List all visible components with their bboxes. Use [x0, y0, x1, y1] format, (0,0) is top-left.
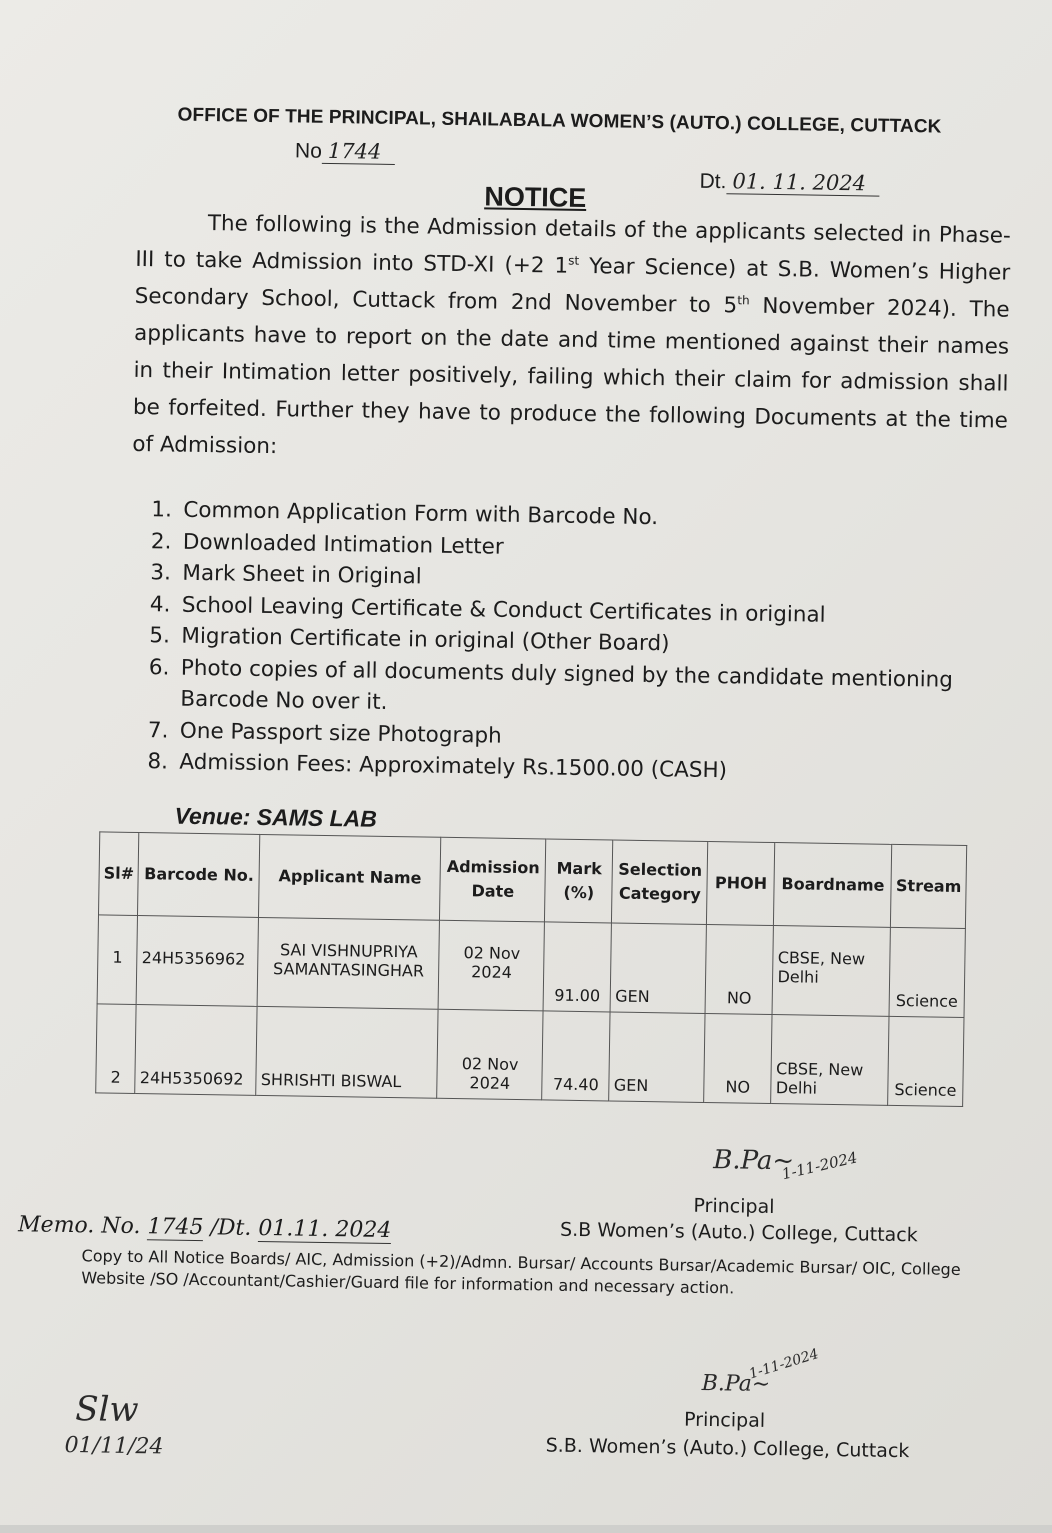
memo-date: 01.11. 2024 — [258, 1216, 391, 1244]
principal-signature-2: B.Pa~ — [702, 1371, 771, 1397]
cell-date-l2: 2024 — [469, 1073, 510, 1093]
notice-title: NOTICE — [484, 181, 586, 214]
notice-date-value: 01. 11. 2024 — [726, 169, 880, 196]
body-text-2: Year Science) at S.B. Women’s Higher Secondary School, Cuttack from 2nd November to 5 — [135, 254, 1011, 318]
table-header-row — [99, 832, 967, 929]
col-applicant-name: Applicant Name — [259, 834, 441, 920]
body-sup-2: th — [737, 293, 750, 307]
principal-signature: B.Pa~ — [713, 1145, 794, 1176]
cell-admission-date — [437, 1009, 543, 1100]
venue-label: Venue: SAMS LAB — [174, 803, 377, 833]
col-stream: Stream — [891, 844, 967, 928]
cell-sl: 1 — [97, 915, 138, 1005]
cell-mark: 91.00 — [543, 922, 611, 1012]
cell-admission-date — [438, 920, 544, 1011]
notice-date-label: Dt. — [699, 170, 726, 193]
signature-date: 1-11-2024 — [780, 1148, 859, 1183]
list-item-text: Migration Certificate in original (Other Board) — [181, 624, 670, 657]
col-mark-l2: (%) — [563, 883, 594, 902]
signatory-college: S.B Women’s (Auto.) College, Cuttack — [560, 1219, 918, 1247]
reference-number-value: 1744 — [322, 139, 396, 165]
signature-date-2: 1-11-2024 — [747, 1346, 820, 1382]
body-text-3: November 2024). The applicants have to report on the date and time mentioned against their names in their Intimation letter positively, failing which their claim for admission shall be forfeited. Further they have to produce the following Documents at the time of Admission: — [132, 294, 1010, 460]
cell-date-l1: 02 Nov — [462, 1054, 519, 1074]
col-phoh: PHOH — [707, 841, 775, 925]
cell-board-l2: Delhi — [776, 1078, 817, 1098]
initials-date: 01/11/24 — [64, 1433, 163, 1460]
cell-stream: Science — [888, 1016, 964, 1106]
col-mark-l1: Mark — [556, 859, 602, 879]
signatory-title: Principal — [693, 1195, 774, 1218]
memo-number: 1745 — [147, 1214, 203, 1241]
copy-to-text: Copy to All Notice Boards/ AIC, Admission (+2)/Admn. Bursar/ Accounts Bursar/Academic Bursar/ OIC, College Website /SO /Accountant/Cashier/Guard file for information and necessary action. — [81, 1245, 977, 1303]
cell-category: GEN — [610, 923, 706, 1013]
cell-barcode: 24H5356962 — [137, 916, 259, 1007]
cell-applicant-name — [256, 1006, 438, 1098]
list-item-text: Mark Sheet in Original — [182, 561, 422, 590]
notice-date — [699, 169, 880, 197]
cell-applicant-name — [258, 917, 440, 1009]
list-item-number: 1. — [151, 494, 172, 526]
reference-number-label: No — [295, 139, 322, 162]
cell-category: GEN — [609, 1012, 705, 1102]
cell-boardname — [771, 1015, 889, 1106]
list-item-text: School Leaving Certificate & Conduct Certificates in original — [182, 592, 826, 627]
body-sup-1: st — [568, 254, 579, 268]
cell-boardname — [772, 926, 890, 1017]
list-item-number: 7. — [148, 715, 169, 747]
col-barcode: Barcode No. — [138, 833, 260, 918]
cell-board-l1: CBSE, New — [778, 948, 865, 968]
cell-stream: Science — [889, 927, 965, 1017]
col-mark — [545, 839, 613, 923]
signatory-title-2: Principal — [684, 1409, 765, 1432]
cell-applicant-name-l2: SHRISHTI BISWAL — [261, 1070, 402, 1091]
list-item-text: Common Application Form with Barcode No. — [183, 498, 658, 530]
list-item-number: 3. — [150, 557, 171, 589]
cell-applicant-name-l1: SAI VISHNUPRIYA — [280, 940, 418, 961]
list-item-number: 8. — [147, 746, 168, 778]
cell-applicant-name-l2: SAMANTASINGHAR — [273, 959, 424, 980]
notice-body — [132, 204, 1011, 477]
list-item-number: 2. — [151, 526, 172, 558]
list-item-text-continued: Barcode No over it. — [180, 684, 978, 728]
cell-date-l1: 02 Nov — [463, 943, 520, 963]
cell-phoh: NO — [704, 1013, 772, 1103]
col-category-l1: Selection — [618, 860, 702, 880]
col-category — [612, 840, 708, 924]
cell-board-l1: CBSE, New — [776, 1059, 863, 1079]
cell-mark: 74.40 — [542, 1011, 610, 1101]
col-sl: Sl# — [99, 832, 140, 916]
body-text-1: The following is the Admission details of the applicants selected in Phase-III to take Admission into STD-XI (+2 1 — [135, 211, 1011, 279]
cell-sl: 2 — [96, 1004, 137, 1094]
memo-prefix: Memo. No. — [18, 1212, 141, 1239]
reference-number — [295, 138, 396, 165]
col-admission-date-l1: Admission — [447, 857, 540, 877]
list-item-number: 5. — [149, 620, 170, 652]
col-admission-date — [440, 837, 546, 922]
list-item-text: Admission Fees: Approximately Rs.1500.00 (CASH) — [179, 750, 727, 784]
col-boardname: Boardname — [774, 843, 892, 928]
list-item-text: Photo copies of all documents duly signed by the candidate mentioning — [181, 655, 953, 692]
list-item-number: 6. — [149, 652, 170, 684]
table-row — [96, 1004, 964, 1107]
list-item-text: Downloaded Intimation Letter — [183, 529, 504, 559]
table-row — [97, 915, 965, 1018]
signatory-college-2: S.B. Women’s (Auto.) College, Cuttack — [546, 1435, 910, 1463]
list-item-text: One Passport size Photograph — [180, 718, 502, 748]
cell-date-l2: 2024 — [471, 962, 512, 982]
office-heading: OFFICE OF THE PRINCIPAL, SHAILABALA WOMEN’S (AUTO.) COLLEGE, CUTTACK — [177, 105, 941, 139]
col-admission-date-l2: Date — [471, 881, 514, 901]
memo-date-label: /Dt. — [210, 1215, 251, 1241]
cell-board-l2: Delhi — [777, 967, 818, 987]
cell-barcode: 24H5350692 — [135, 1005, 257, 1096]
document-list — [147, 494, 981, 791]
col-category-l2: Category — [619, 884, 701, 904]
cell-phoh: NO — [705, 924, 773, 1014]
admission-table — [95, 831, 967, 1107]
initials-signature: Slw — [75, 1389, 139, 1430]
list-item-number: 4. — [150, 589, 171, 621]
memo-line — [18, 1212, 392, 1243]
